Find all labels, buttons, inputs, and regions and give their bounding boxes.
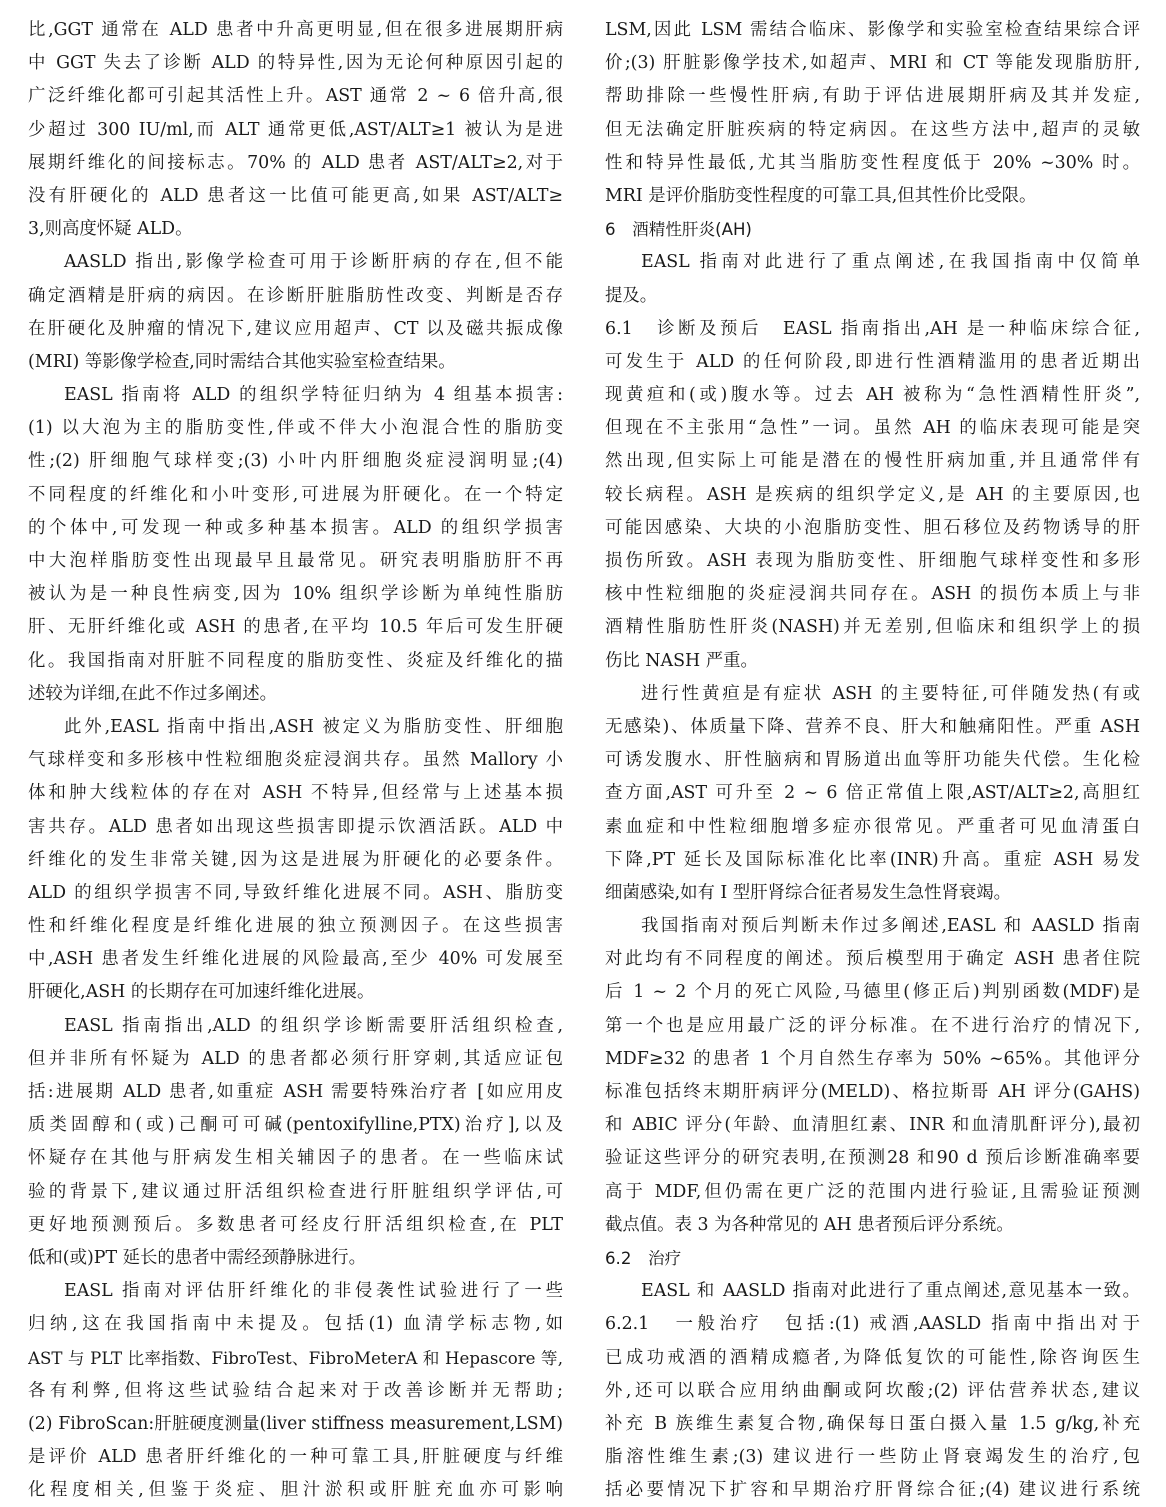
text-line: 低和(或)PT 延长的患者中需经颈静脉进行。 — [28, 1247, 367, 1268]
text-line: 验的背景下,建议通过肝活组织检查进行肝脏组织学评估,可 — [28, 1181, 563, 1202]
text-line: 无感染)、体质量下降、营养不良、肝大和触痛阳性。严重 ASH — [605, 716, 1140, 737]
text-line: 更好地预测预后。多数患者可经皮行肝活组织检查,在 PLT — [28, 1214, 563, 1235]
text-line: 但现在不主张用“急性”一词。虽然 AH 的临床表现可能是突 — [605, 418, 1140, 439]
text-line: 气球样变和多形核中性粒细胞炎症浸润共存。虽然 Mallory 小 — [28, 750, 563, 771]
text-line: 脂溶性维生素;(3) 建议进行一些防止肾衰竭发生的治疗,包 — [605, 1447, 1140, 1468]
text-line: 中 GGT 失去了诊断 ALD 的特异性,因为无论何种原因引起的 — [28, 53, 563, 74]
text-line: 第一个也是应用最广泛的评分标准。在不进行治疗的情况下, — [605, 1015, 1140, 1036]
text-line: 细菌感染,如有 Ⅰ 型肝肾综合征者易发生急性肾衰竭。 — [605, 882, 1012, 903]
text-line: 广泛纤维化都可引起其活性上升。AST 通常 2 ~ 6 倍升高,很 — [28, 86, 563, 107]
text-line: (MRI) 等影像学检查,同时需结合其他实验室检查结果。 — [28, 351, 456, 372]
text-line: 归纳,这在我国指南中未提及。包括(1) 血清学标志物,如 — [28, 1314, 563, 1335]
text-line: 体和肿大线粒体的存在对 ASH 不特异,但经常与上述基本损 — [28, 783, 563, 804]
text-line: 中,ASH 患者发生纤维化进展的风险最高,至少 40% 可发展至 — [28, 949, 563, 970]
text-line: 查方面,AST 可升至 2 ~ 6 倍正常值上限,AST/ALT≥2,高胆红 — [605, 783, 1140, 804]
text-line: 化。我国指南对肝脏不同程度的脂肪变性、炎症及纤维化的描 — [28, 650, 563, 671]
text-line: 可发生于 ALD 的任何阶段,即进行性酒精滥用的患者近期出 — [605, 351, 1140, 372]
text-line: 比,GGT 通常在 ALD 患者中升高更明显,但在很多进展期肝病 — [28, 20, 563, 40]
text-line: (2) FibroScan:肝脏硬度测量(liver stiffness measurement,LSM) — [28, 1413, 563, 1434]
text-line: 在肝硬化及肿瘤的情况下,建议应用超声、CT 以及磁共振成像 — [28, 318, 563, 339]
text-line: 下降,PT 延长及国际标准化比率(INR)升高。重症 ASH 易发 — [605, 849, 1140, 870]
text-line: 然出现,但实际上可能是潜在的慢性肝病加重,并且通常伴有 — [605, 451, 1140, 472]
text-line: 少超过 300 IU/ml,而 ALT 通常更低,AST/ALT≥1 被认为是进 — [28, 119, 563, 140]
text-line: 展期纤维化的间接标志。70% 的 ALD 患者 AST/ALT≥2,对于 — [28, 152, 563, 173]
text-line: MRI 是评价脂肪变性程度的可靠工具,但其性价比受限。 — [605, 185, 1037, 206]
text-line: 补充 B 族维生素复合物,确保每日蛋白摄入量 1.5 g/kg,补充 — [605, 1413, 1140, 1434]
text-line: 标准包括终末期肝病评分(MELD)、格拉斯哥 AH 评分(GAHS) — [605, 1082, 1140, 1102]
text-line: 6.1 诊断及预后 EASL 指南指出,AH 是一种临床综合征, — [605, 318, 1140, 339]
text-line: 确定酒精是肝病的病因。在诊断肝脏脂肪性改变、判断是否存 — [28, 285, 563, 306]
text-line: 但无法确定肝脏疾病的特定病因。在这些方法中,超声的灵敏 — [605, 119, 1140, 140]
text-line: (1) 以大泡为主的脂肪变性,伴或不伴大小泡混合性的脂肪变 — [28, 418, 563, 439]
text-line: 括:进展期 ALD 患者,如重症 ASH 需要特殊治疗者 [如应用皮 — [28, 1082, 563, 1102]
text-line: 较长病程。ASH 是疾病的组织学定义,是 AH 的主要原因,也 — [605, 484, 1140, 505]
text-line: 损伤所致。ASH 表现为脂肪变性、肝细胞气球样变性和多形 — [605, 551, 1140, 571]
text-line: ALD 的组织学损害不同,导致纤维化进展不同。ASH、脂肪变 — [28, 882, 563, 903]
right-column — [605, 14, 1140, 1507]
text-line: 可诱发腹水、肝性脑病和胃肠道出血等肝功能失代偿。生化检 — [605, 750, 1140, 771]
text-line: 害共存。ALD 患者如出现这些损害即提示饮酒活跃。ALD 中 — [28, 816, 563, 837]
text-line: 我国指南对预后判断未作过多阐述,EASL 和 AASLD 指南 — [641, 916, 1140, 937]
left-column — [28, 14, 563, 1507]
text-line: EASL 指南将 ALD 的组织学特征归纳为 4 组基本损害: — [64, 385, 563, 406]
text-line: EASL 指南对此进行了重点阐述,在我国指南中仅简单 — [641, 252, 1140, 273]
text-line: MDF≥32 的患者 1 个月自然生存率为 50% ~65%。其他评分 — [605, 1048, 1140, 1069]
text-line: 纤维化的发生非常关键,因为这是进展为肝硬化的必要条件。 — [28, 849, 563, 870]
text-line: 验证这些评分的研究表明,在预测28 和90 d 预后诊断准确率要 — [605, 1148, 1140, 1169]
text-line: 提及。 — [605, 285, 658, 306]
text-line: AASLD 指出,影像学检查可用于诊断肝病的存在,但不能 — [64, 252, 563, 273]
text-line: 高于 MDF,但仍需在更广泛的范围内进行验证,且需验证预测 — [605, 1181, 1140, 1202]
text-line: 已成功戒酒的酒精成瘾者,为降低复饮的可能性,除咨询医生 — [605, 1347, 1140, 1368]
text-line: 各有利弊,但将这些试验结合起来对于改善诊断并无帮助; — [28, 1380, 563, 1401]
text-line: 后 1 ~ 2 个月的死亡风险,马德里(修正后)判别函数(MDF)是 — [605, 982, 1140, 1003]
text-line: 截点值。表 3 为各种常见的 AH 患者预后评分系统。 — [605, 1214, 1014, 1235]
text-line: 质类固醇和(或)己酮可可碱(pentoxifylline,PTX)治疗],以及 — [28, 1115, 563, 1136]
text-line: 肝硬化,ASH 的长期存在可加速纤维化进展。 — [28, 982, 375, 1003]
text-line: 性和特异性最低,尤其当脂肪变性程度低于 20% ~30% 时。 — [605, 152, 1140, 173]
text-line: 外,还可以联合应用纳曲酮或阿坎酸;(2) 评估营养状态,建议 — [605, 1380, 1140, 1401]
text-line: 括必要情况下扩容和早期治疗肝肾综合征;(4) 建议进行系统 — [605, 1480, 1140, 1501]
text-line: 没有肝硬化的 ALD 患者这一比值可能更高,如果 AST/ALT≥ — [28, 185, 563, 206]
text-line: 价;(3) 肝脏影像学技术,如超声、MRI 和 CT 等能发现脂肪肝, — [605, 53, 1140, 74]
text-line: 素血症和中性粒细胞增多症亦很常见。严重者可见血清蛋白 — [605, 816, 1140, 837]
text-line: 述较为详细,在此不作过多阐述。 — [28, 683, 277, 704]
text-line: EASL 和 AASLD 指南对此进行了重点阐述,意见基本一致。 — [641, 1281, 1140, 1302]
text-line: 的个体中,可发现一种或多种基本损害。ALD 的组织学损害 — [28, 517, 563, 538]
text-line: 怀疑存在其他与肝病发生相关辅因子的患者。在一些临床试 — [28, 1148, 563, 1169]
text-line: LSM,因此 LSM 需结合临床、影像学和实验室检查结果综合评 — [605, 20, 1140, 40]
text-line: EASL 指南对评估肝纤维化的非侵袭性试验进行了一些 — [64, 1281, 563, 1302]
text-line: 中大泡样脂肪变性出现最早且最常见。研究表明脂肪肝不再 — [28, 551, 563, 571]
text-line: 对此均有不同程度的阐述。预后模型用于确定 ASH 患者住院 — [605, 949, 1140, 970]
text-line: 性和纤维化程度是纤维化进展的独立预测因子。在这些损害 — [28, 916, 563, 937]
text-line: 现黄疸和(或)腹水等。过去 AH 被称为“急性酒精性肝炎”, — [605, 385, 1140, 406]
text-line: 和 ABIC 评分(年龄、血清胆红素、INR 和血清肌酐评分),最初 — [605, 1115, 1140, 1136]
text-line: 但并非所有怀疑为 ALD 的患者都必须行肝穿刺,其适应证包 — [28, 1048, 563, 1069]
text-line: 可能因感染、大块的小泡脂肪变性、胆石移位及药物诱导的肝 — [605, 517, 1140, 538]
text-line: 酒精性脂肪性肝炎(NASH)并无差别,但临床和组织学上的损 — [605, 617, 1140, 638]
text-line: 肝、无肝纤维化或 ASH 的患者,在平均 10.5 年后可发生肝硬 — [28, 617, 563, 638]
text-line: 此外,EASL 指南中指出,ASH 被定义为脂肪变性、肝细胞 — [64, 716, 563, 737]
text-line: 是评价 ALD 患者肝纤维化的一种可靠工具,肝脏硬度与纤维 — [28, 1447, 563, 1468]
text-line: AST 与 PLT 比率指数、FibroTest、FibroMeterA 和 Hepascore 等, — [28, 1348, 563, 1368]
text-line: 6.2.1 一般治疗 包括:(1) 戒酒,AASLD 指南中指出对于 — [605, 1314, 1140, 1335]
section-heading: 6 酒精性肝炎(AH) — [605, 220, 752, 240]
text-line: 伤比 NASH 严重。 — [605, 650, 758, 671]
text-line: EASL 指南指出,ALD 的组织学诊断需要肝活组织检查, — [64, 1015, 563, 1036]
text-line: 化程度相关,但鉴于炎症、胆汁淤积或肝脏充血亦可影响 — [28, 1480, 563, 1501]
section-heading: 6.2 治疗 — [605, 1248, 682, 1268]
text-line: 核中性粒细胞的炎症浸润共同存在。ASH 的损伤本质上与非 — [605, 584, 1140, 605]
text-line: 进行性黄疸是有症状 ASH 的主要特征,可伴随发热(有或 — [641, 683, 1140, 704]
text-line: 不同程度的纤维化和小叶变形,可进展为肝硬化。在一个特定 — [28, 484, 563, 505]
text-line: 性;(2) 肝细胞气球样变;(3) 小叶内肝细胞炎症浸润明显;(4) — [28, 451, 563, 472]
text-line: 被认为是一种良性病变,因为 10% 组织学诊断为单纯性脂肪 — [28, 584, 563, 605]
text-line: 帮助排除一些慢性肝病,有助于评估进展期肝病及其并发症, — [605, 86, 1140, 107]
text-line: 3,则高度怀疑 ALD。 — [28, 219, 193, 240]
